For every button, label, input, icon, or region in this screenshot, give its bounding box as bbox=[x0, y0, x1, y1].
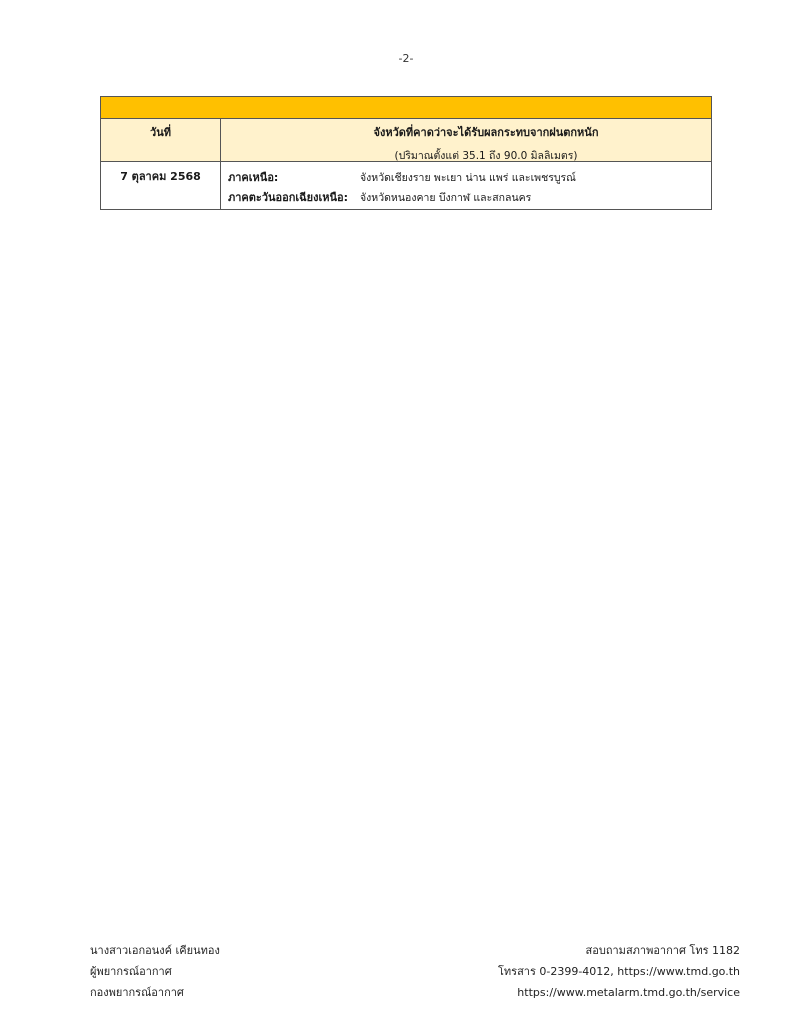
contact-hotline: สอบถามสภาพอากาศ โทร 1182 bbox=[585, 944, 740, 957]
forecaster-title: ผู้พยากรณ์อากาศ bbox=[90, 965, 172, 978]
header-title: จังหวัดที่คาดว่าจะได้รับผลกระทบจากฝนตกหนัก bbox=[373, 126, 599, 139]
contact-service-url: https://www.metalarm.tmd.go.th/service bbox=[517, 986, 740, 999]
header-main bbox=[221, 119, 711, 161]
header-date: วันที่ bbox=[101, 119, 221, 161]
region-provinces: จังหวัดหนองคาย บึงกาฬ และสกลนคร bbox=[360, 191, 532, 204]
forecaster-name: นางสาวเอกอนงค์ เคียนทอง bbox=[90, 944, 220, 957]
signature-block bbox=[90, 940, 220, 1003]
table-row bbox=[101, 162, 711, 209]
heavy-rain-table bbox=[100, 96, 712, 210]
region-name: ภาคเหนือ: bbox=[228, 171, 279, 184]
contact-block bbox=[498, 940, 740, 1003]
region-northeast bbox=[228, 187, 711, 207]
forecaster-division: กองพยากรณ์อากาศ bbox=[90, 986, 184, 999]
region-provinces: จังหวัดเชียงราย พะเยา น่าน แพร่ และเพชรบูรณ์ bbox=[360, 171, 576, 184]
contact-fax-web: โทรสาร 0-2399-4012, https://www.tmd.go.th bbox=[498, 965, 740, 978]
region-name: ภาคตะวันออกเฉียงเหนือ: bbox=[228, 191, 349, 204]
table-top-band bbox=[101, 97, 711, 119]
table-header-row bbox=[101, 119, 711, 162]
row-regions bbox=[221, 162, 711, 209]
page-number: -2- bbox=[398, 52, 414, 65]
row-date: 7 ตุลาคม 2568 bbox=[101, 162, 221, 209]
header-subtitle: (ปริมาณตั้งแต่ 35.1 ถึง 90.0 มิลลิเมตร) bbox=[394, 150, 578, 162]
region-north bbox=[228, 167, 711, 187]
